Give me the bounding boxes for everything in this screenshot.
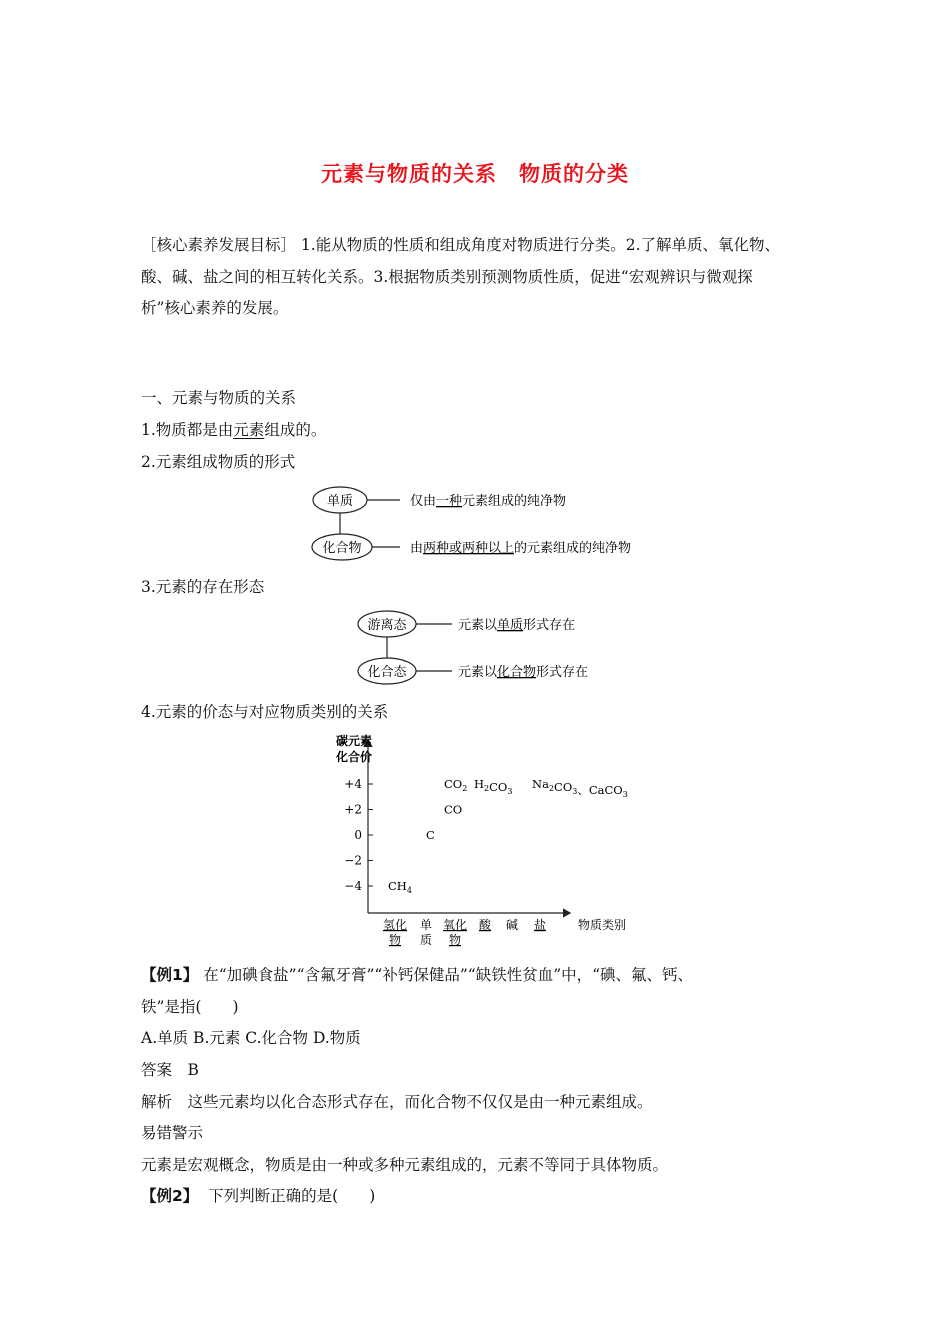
section-heading: 一、元素与物质的关系: [141, 389, 297, 407]
combined-state-label: 化合态: [367, 665, 407, 680]
x-tick-label: 物: [388, 933, 402, 947]
x-tick-label: 盐: [533, 918, 547, 932]
x-tick-label: 物: [448, 933, 462, 947]
y-axis-label-line-1: 碳元素: [336, 734, 373, 748]
composition-diagram: [300, 480, 660, 570]
existence-form-diagram: [350, 605, 650, 690]
data-point-label: $CH_4$: [388, 879, 412, 895]
x-tick-label: 单: [419, 918, 433, 932]
point-1-underline: 元素: [233, 421, 265, 439]
x-tick-label: 氢化: [382, 918, 408, 932]
y-tick-label: +2: [344, 802, 362, 817]
combined-state-description: 元素以化合物形式存在: [458, 665, 589, 680]
x-axis-label: 物质类别: [578, 918, 627, 932]
page-title: 元素与物质的关系 物质的分类: [321, 162, 629, 186]
example-1-line-1: [141, 965, 693, 985]
example-1-tag: 【例1】: [141, 966, 199, 984]
data-point-label: $Na_2CO_3$、CaCO$_3$: [532, 777, 628, 799]
y-tick-label: +4: [344, 777, 362, 791]
valence-chart: [330, 728, 650, 953]
free-state-label: 游离态: [367, 618, 407, 633]
x-tick-label: 碱: [505, 918, 519, 932]
warning-text: 元素是宏观概念，物质是由一种或多种元素组成的，元素不等同于具体物质。: [141, 1156, 669, 1174]
y-tick-label: −2: [344, 853, 362, 868]
goals-line-2: 酸、碱、盐之间的相互转化关系。3.根据物质类别预测物质性质，促进“宏观辨识与微观探: [141, 268, 753, 286]
x-tick-label: 氧化: [442, 918, 468, 932]
point-4: 4.元素的价态与对应物质类别的关系: [141, 703, 389, 721]
compound-node-label: 化合物: [322, 541, 362, 556]
example-1-question: 在“加碘食盐”“含氟牙膏”“补钙保健品”“缺铁性贫血”中，“碘、氟、钙、: [203, 966, 694, 984]
point-1-pre: 1.物质都是由: [141, 421, 234, 439]
goals-line-3: 析”核心素养的发展。: [141, 299, 289, 317]
free-state-description: 元素以单质形式存在: [458, 618, 576, 633]
data-point-label: CO: [444, 802, 463, 817]
example-1-options: A.单质 B.元素 C.化合物 D.物质: [141, 1029, 361, 1047]
example-2-line-1: [141, 1186, 375, 1206]
x-tick-label: 质: [419, 933, 433, 947]
point-1: [141, 420, 326, 440]
point-2: 2.元素组成物质的形式: [141, 453, 296, 471]
point-3: 3.元素的存在形态: [141, 578, 265, 596]
elemental-node-label: 单质: [326, 494, 354, 509]
goals-line-1: ［核心素养发展目标］ 1.能从物质的性质和组成角度对物质进行分类。2.了解单质、氧化物、: [141, 236, 781, 254]
warning-title: 易错警示: [141, 1124, 204, 1142]
example-2-tag: 【例2】: [141, 1187, 199, 1205]
example-1-answer: 答案 B: [141, 1061, 199, 1079]
example-2-question: 下列判断正确的是( ): [208, 1187, 376, 1205]
data-point-label: $CO_2$: [444, 777, 468, 793]
point-1-post: 组成的。: [264, 421, 327, 439]
example-1-analysis: 解析 这些元素均以化合态形式存在，而化合物不仅仅是由一种元素组成。: [141, 1093, 653, 1111]
y-tick-label: 0: [354, 828, 362, 842]
data-point-label: $H_2CO_3$: [474, 777, 513, 796]
example-1-line-2: 铁”是指( ): [141, 998, 239, 1016]
compound-description: 由两种或两种以上的元素组成的纯净物: [410, 541, 632, 556]
elemental-description: 仅由一种元素组成的纯净物: [410, 494, 567, 509]
data-point-label: C: [426, 828, 435, 842]
y-axis-label-line-2: 化合价: [336, 750, 373, 764]
y-tick-label: −4: [344, 879, 362, 893]
x-tick-label: 酸: [478, 918, 492, 932]
